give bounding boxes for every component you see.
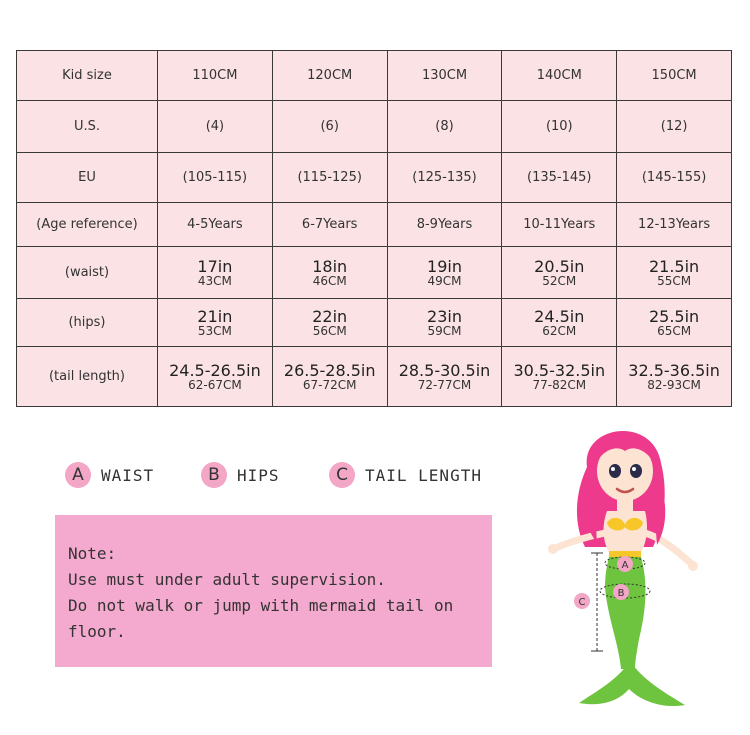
cm-value: 56CM — [312, 323, 347, 338]
legend-label: TAIL LENGTH — [365, 465, 482, 485]
right-arm — [645, 533, 693, 565]
table-row — [17, 247, 732, 299]
note-line: floor. — [68, 622, 126, 641]
legend-tail-length — [329, 462, 482, 488]
cm-value: 59CM — [427, 323, 462, 338]
row-label: (Age reference) — [17, 203, 158, 247]
left-eye-icon — [609, 464, 621, 478]
label-b: B — [617, 588, 625, 599]
letter-b-badge: B — [201, 462, 227, 488]
cm-value: 43CM — [197, 273, 232, 288]
table-cell — [387, 347, 502, 407]
inch-value: 23in — [427, 306, 462, 326]
cm-value: 67-72CM — [302, 377, 357, 392]
table-cell: 8-9Years — [387, 203, 502, 247]
note-line: Do not walk or jump with mermaid tail on — [68, 596, 454, 615]
table-cell: (4) — [158, 101, 273, 153]
table-cell — [272, 247, 387, 299]
cm-value: 55CM — [657, 273, 692, 288]
table-row — [17, 299, 732, 347]
table-cell: 110CM — [158, 51, 273, 101]
inch-value: 22in — [312, 306, 348, 326]
torso — [604, 511, 647, 555]
inch-value: 28.5-30.5in — [398, 360, 491, 380]
label-a: A — [621, 560, 629, 571]
inch-value: 17in — [197, 256, 233, 276]
right-hand — [688, 561, 698, 571]
table-cell: (105-115) — [158, 153, 273, 203]
table-cell: (125-135) — [387, 153, 502, 203]
note-box — [55, 515, 492, 667]
table-row — [17, 101, 732, 153]
letter-c-badge: C — [329, 462, 355, 488]
table-row — [17, 153, 732, 203]
cm-value: 62CM — [542, 323, 577, 338]
note-heading: Note: — [68, 544, 117, 563]
table-cell — [387, 299, 502, 347]
cm-value: 65CM — [657, 323, 692, 338]
table-cell: 4-5Years — [158, 203, 273, 247]
inch-value: 26.5-28.5in — [283, 360, 376, 380]
row-label: (hips) — [17, 299, 158, 347]
table-cell — [502, 247, 617, 299]
table-cell — [502, 347, 617, 407]
cm-value: 82-93CM — [647, 377, 701, 392]
table-cell: (145-155) — [617, 153, 732, 203]
cm-value: 62-67CM — [188, 377, 242, 392]
table-cell: 140CM — [502, 51, 617, 101]
table-cell — [158, 347, 273, 407]
table-cell: (135-145) — [502, 153, 617, 203]
inch-value: 24.5-26.5in — [169, 360, 261, 380]
table-cell: 10-11Years — [502, 203, 617, 247]
row-label: (tail length) — [17, 347, 158, 407]
inch-value: 20.5in — [534, 256, 585, 276]
table-cell — [158, 299, 273, 347]
table-cell: (6) — [272, 101, 387, 153]
legend-waist — [65, 462, 154, 488]
tail-fin — [579, 665, 685, 706]
inch-value: 24.5in — [534, 306, 585, 326]
table-cell — [617, 347, 732, 407]
eye-highlight — [632, 467, 636, 471]
inch-value: 18in — [312, 256, 348, 276]
table-cell — [502, 299, 617, 347]
table-cell — [617, 247, 732, 299]
table-cell: (10) — [502, 101, 617, 153]
mermaid-tail — [605, 557, 645, 669]
table-cell: 6-7Years — [272, 203, 387, 247]
eye-highlight — [611, 467, 615, 471]
table-cell — [272, 347, 387, 407]
table-cell — [158, 247, 273, 299]
note-line: Use must under adult supervision. — [68, 570, 386, 589]
table-cell — [387, 247, 502, 299]
table-cell: 130CM — [387, 51, 502, 101]
inch-value: 19in — [427, 256, 462, 276]
size-chart-table — [16, 50, 732, 407]
table-cell — [617, 299, 732, 347]
inch-value: 32.5-36.5in — [628, 360, 720, 380]
table-row — [17, 203, 732, 247]
legend-hips — [201, 462, 280, 488]
left-hand — [548, 544, 558, 554]
row-label: EU — [17, 153, 158, 203]
inch-value: 30.5-32.5in — [513, 360, 606, 380]
row-label: U.S. — [17, 101, 158, 153]
legend-label: WAIST — [101, 465, 155, 485]
cm-value: 53CM — [197, 323, 232, 338]
table-cell: (12) — [617, 101, 732, 153]
cm-value: 72-77CM — [417, 377, 472, 392]
inch-value: 25.5in — [648, 306, 700, 326]
cm-value: 49CM — [427, 273, 462, 288]
table-cell: 12-13Years — [617, 203, 732, 247]
right-eye-icon — [630, 464, 642, 478]
inch-value: 21in — [197, 306, 233, 326]
table-row — [17, 51, 732, 101]
row-label: Kid size — [17, 51, 158, 101]
table-cell: (115-125) — [272, 153, 387, 203]
cm-value: 77-82CM — [532, 377, 587, 392]
letter-a-badge: A — [65, 462, 91, 488]
legend-label: HIPS — [237, 465, 280, 485]
inch-value: 21.5in — [648, 256, 700, 276]
table-row — [17, 347, 732, 407]
cm-value: 52CM — [542, 273, 577, 288]
label-c: C — [578, 597, 586, 608]
cm-value: 46CM — [312, 273, 347, 288]
mermaid-illustration — [545, 415, 745, 720]
row-label: (waist) — [17, 247, 158, 299]
table-cell: (8) — [387, 101, 502, 153]
table-cell — [272, 299, 387, 347]
table-cell: 150CM — [617, 51, 732, 101]
table-cell: 120CM — [272, 51, 387, 101]
